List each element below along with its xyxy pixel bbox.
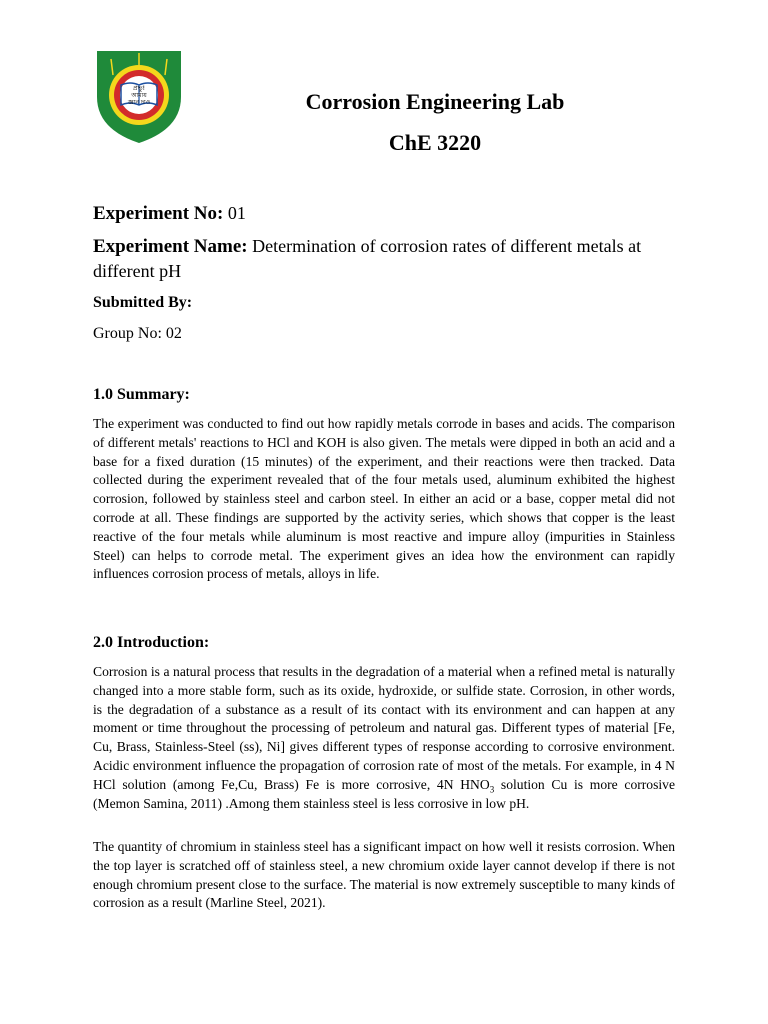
intro-p1-text-b: solution Cu is more corrosive (Memon Samina, 2011) .Among them stainless steel is less corrosive in low pH.: [93, 776, 675, 811]
experiment-number: [93, 201, 683, 226]
summary-paragraph: The experiment was conducted to find out how rapidly metals corrode in bases and acids. The comparison of different metals' reactions to HCl and KOH is also given. The metals were dipped in both an acid and a base for a fixed duration (15 minutes) of the experiment, and their reactions were then tracked. Data collected during the experiment revealed that of the four metals used, aluminum exhibited the highest corrosion, followed by stainless steel and carbon steel. In either an acid or a base, copper metal did not corrode at all. These findings are supported by the activity series, which shows that copper is the least reactive of the four metals while aluminum is most reactive and impure alloy (impurities in Stainless Steel) can helps to corrode metal. The experiment gives an idea how the environment can rapidly influences corrosion process of metals, alloys in life.: [93, 416, 675, 582]
logo-bangla-top: প্রভু!: [132, 84, 146, 92]
submitted-by-label: Submitted By:: [93, 294, 193, 311]
experiment-name-label: Experiment Name:: [93, 236, 248, 257]
introduction-heading: 2.0 Introduction:: [93, 634, 210, 651]
group-number: Group No: 02: [93, 325, 182, 342]
experiment-number-value: 01: [227, 203, 246, 223]
experiment-number-label: Experiment No:: [93, 203, 224, 224]
logo-bangla-bottom: জ্ঞান দাও: [127, 99, 151, 106]
university-logo-icon: [93, 45, 185, 145]
course-code: ChE 3220: [388, 130, 482, 155]
lab-title: Corrosion Engineering Lab: [305, 89, 565, 114]
experiment-name: [93, 234, 683, 283]
summary-heading: 1.0 Summary:: [93, 386, 190, 403]
experiment-name-value: Determination of corrosion rates of different metals at different pH: [93, 236, 642, 281]
introduction-paragraph-1: [93, 663, 675, 813]
introduction-paragraph-2: The quantity of chromium in stainless steel has a significant impact on how well it resists corrosion. When the top layer is scratched off of stainless steel, a new chromium oxide layer cannot develop if there is not enough chromium present close to the surface. The material is now extremely susceptible to many kinds of corrosion as a result (Marline Steel, 2021).: [93, 839, 675, 911]
logo-bangla-mid: আমায়: [131, 92, 147, 99]
intro-p1-text-a: Corrosion is a natural process that results in the degradation of a material when a refined metal is naturally changed into a more stable form, such as its oxide, hydroxide, or sulfide state. Corrosion, in other words, is the degradation of a substance as a result of its contact with its environment and can happen at any moment or time throughout the processing of petroleum and natural gas. Different types of material [Fe, Cu, Brass, Stainless-Steel (ss), Ni] gives different types of response according to corrosive environment. Acidic environment influence the propagation of corrosion rate of most of the metals. For example, in 4 N HCl solution (among Fe,Cu, Brass) Fe is more corrosive, 4N HNO: [93, 664, 675, 792]
intro-p1-subscript: 3: [489, 784, 495, 795]
